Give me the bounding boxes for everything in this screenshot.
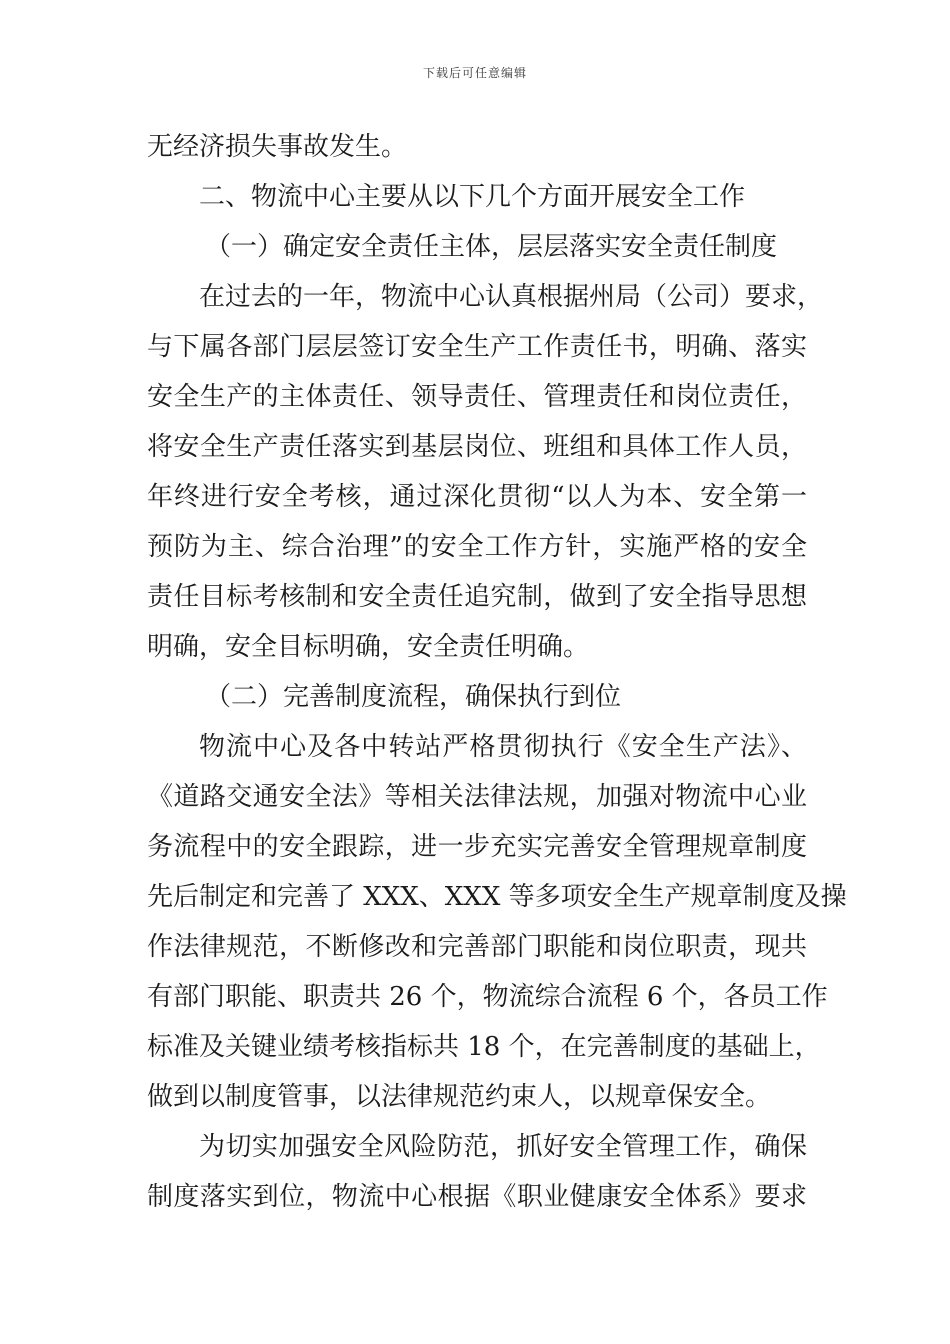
text-line: 安全生产的主体责任、领导责任、管理责任和岗位责任，	[147, 382, 807, 412]
text-line: 有部门职能、职责共 26 个，物流综合流程 6 个，各员工作	[147, 982, 828, 1012]
text-line: 作法律规范，不断修改和完善部门职能和岗位职责，现共	[147, 932, 807, 962]
text-line: 与下属各部门层层签订安全生产工作责任书，明确、落实	[147, 332, 807, 362]
text-line: 无经济损失事故发生。	[147, 132, 408, 162]
text-line: 务流程中的安全跟踪，进一步充实完善安全管理规章制度	[147, 832, 807, 862]
text-line: 物流中心及各中转站严格贯彻执行《安全生产法》、	[199, 732, 807, 762]
subsection-heading: （二）完善制度流程，确保执行到位	[205, 682, 622, 712]
text-line: 制度落实到位，物流中心根据《职业健康安全体系》要求	[147, 1182, 807, 1212]
text-line: 责任目标考核制和安全责任追究制，做到了安全指导思想	[147, 582, 807, 612]
text-line: 年终进行安全考核，通过深化贯彻“以人为本、安全第一	[147, 482, 807, 512]
text-line: 在过去的一年，物流中心认真根据州局（公司）要求，	[199, 282, 824, 312]
text-line: 先后制定和完善了 XXX、XXX 等多项安全生产规章制度及操	[147, 882, 847, 912]
text-line: 预防为主、综合治理”的安全工作方针，实施严格的安全	[147, 532, 807, 562]
text-line: 将安全生产责任落实到基层岗位、班组和具体工作人员，	[147, 432, 807, 462]
page-header-note: 下载后可任意编辑	[422, 66, 527, 80]
section-heading: 二、物流中心主要从以下几个方面开展安全工作	[199, 182, 746, 212]
text-line: 为切实加强安全风险防范，抓好安全管理工作，确保	[199, 1132, 807, 1162]
text-line: 《道路交通安全法》等相关法律法规，加强对物流中心业	[147, 782, 807, 812]
text-line: 明确，安全目标明确，安全责任明确。	[147, 632, 590, 662]
text-line: 做到以制度管事，以法律规范约束人，以规章保安全。	[147, 1082, 772, 1112]
text-line: 标准及关键业绩考核指标共 18 个，在完善制度的基础上，	[147, 1032, 821, 1062]
subsection-heading: （一）确定安全责任主体，层层落实安全责任制度	[205, 232, 778, 262]
document-body	[147, 128, 847, 1228]
